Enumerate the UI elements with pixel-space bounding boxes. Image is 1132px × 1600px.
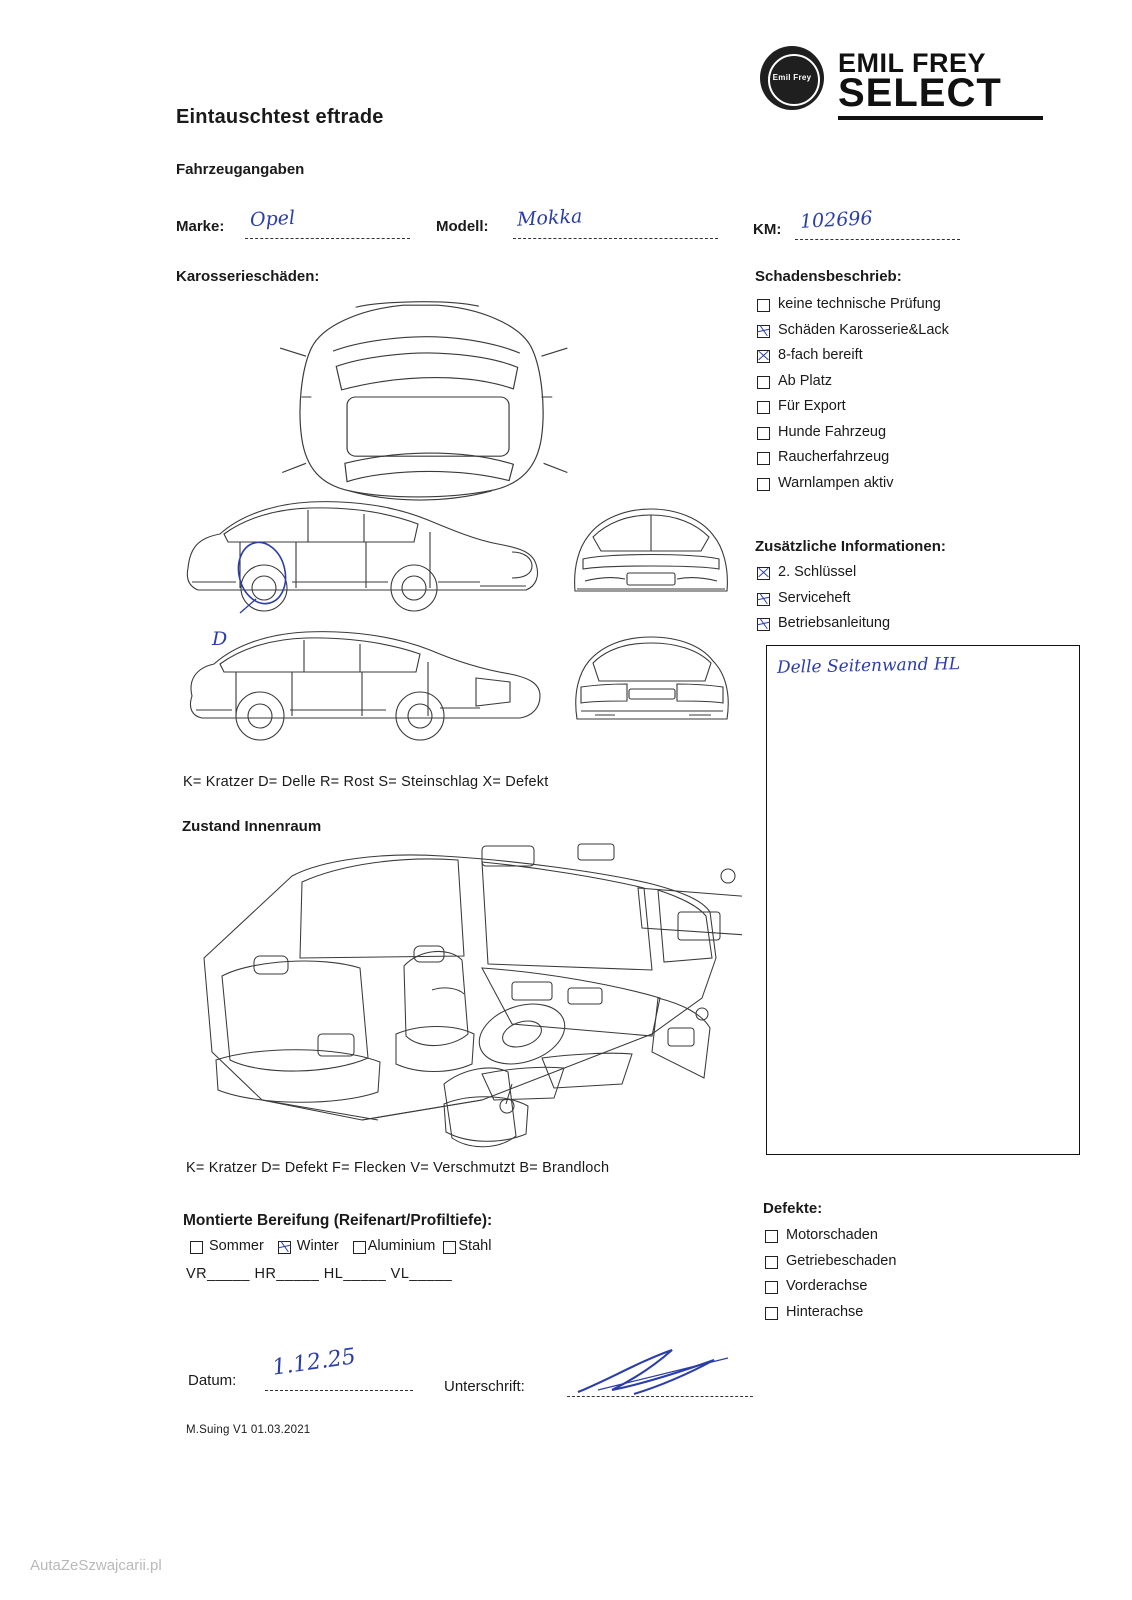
signature-mark[interactable]	[568, 1340, 748, 1402]
tire-option-stahl[interactable]	[443, 1238, 491, 1254]
tire-type-options[interactable]	[190, 1238, 505, 1254]
watermark: AutaZeSzwajcarii.pl	[30, 1557, 162, 1574]
km-value[interactable]: 102696	[799, 207, 874, 233]
additional-info-list[interactable]	[757, 564, 890, 641]
damage-desc-item-4-label: Für Export	[778, 398, 846, 414]
section-vehicle-data-label: Fahrzeugangaben	[176, 161, 305, 178]
defect-item-2[interactable]	[765, 1278, 896, 1297]
damage-desc-item-6[interactable]	[757, 449, 949, 468]
checkbox-ab-platz-icon[interactable]	[757, 376, 770, 389]
tire-option-sommer[interactable]	[190, 1238, 264, 1254]
checkbox-motorschaden-icon[interactable]	[765, 1230, 778, 1243]
logo-underline	[838, 116, 1043, 120]
defect-item-1-label: Getriebeschaden	[786, 1252, 897, 1269]
section-interior-label: Zustand Innenraum	[182, 818, 322, 835]
tire-option-stahl-label: Stahl	[458, 1238, 492, 1254]
checkbox-serviceheft-icon[interactable]	[757, 593, 770, 606]
datum-field-line	[265, 1390, 413, 1391]
damage-desc-item-1[interactable]	[757, 322, 949, 341]
car-front-view	[575, 509, 728, 591]
emil-frey-badge-icon	[760, 46, 824, 110]
notes-textarea[interactable]	[766, 645, 1080, 1155]
additional-info-item-0[interactable]	[757, 564, 890, 583]
unterschrift-label: Unterschrift:	[444, 1378, 525, 1395]
damage-desc-item-1-label: Schäden Karosserie&Lack	[778, 321, 949, 338]
tire-positions-line[interactable]: VR_____ HR_____ HL_____ VL_____	[186, 1266, 453, 1282]
car-top-view	[280, 302, 567, 500]
damage-desc-item-7[interactable]	[757, 475, 949, 494]
damage-desc-item-6-label: Raucherfahrzeug	[778, 449, 890, 465]
checkbox-winter-icon[interactable]	[278, 1241, 291, 1254]
defect-item-0[interactable]	[765, 1227, 896, 1246]
damage-desc-item-4[interactable]	[757, 398, 949, 417]
car-damage-diagram[interactable]	[170, 290, 730, 760]
additional-info-item-1-label: Serviceheft	[778, 589, 851, 606]
checkbox-betriebsanleitung-icon[interactable]	[757, 618, 770, 631]
car-rear-view	[576, 637, 728, 719]
damage-desc-item-7-label: Warnlampen aktiv	[778, 474, 894, 491]
datum-label: Datum:	[188, 1372, 237, 1389]
defect-item-2-label: Vorderachse	[786, 1278, 868, 1294]
tire-option-sommer-label: Sommer	[209, 1238, 264, 1254]
form-version-note: M.Suing V1 01.03.2021	[186, 1424, 311, 1436]
checkbox-vorderachse-icon[interactable]	[765, 1281, 778, 1294]
checkbox-aluminium-icon[interactable]	[353, 1241, 366, 1254]
checkbox-hunde-fahrzeug-icon[interactable]	[757, 427, 770, 440]
damage-desc-item-2[interactable]	[757, 347, 949, 366]
checkbox-2-schluessel-icon[interactable]	[757, 567, 770, 580]
additional-info-item-2-label: Betriebsanleitung	[778, 615, 891, 631]
defect-item-3[interactable]	[765, 1304, 896, 1323]
company-logo	[760, 42, 1040, 114]
damage-desc-item-3[interactable]	[757, 373, 949, 392]
body-damage-legend: K= Kratzer D= Delle R= Rost S= Steinschlag X= Defekt	[183, 774, 549, 790]
additional-info-item-2[interactable]	[757, 615, 890, 634]
km-field-line	[795, 239, 960, 240]
checkbox-hinterachse-icon[interactable]	[765, 1307, 778, 1320]
checkbox-warnlampen-aktiv-icon[interactable]	[757, 478, 770, 491]
damage-desc-item-5-label: Hunde Fahrzeug	[778, 423, 887, 440]
km-label: KM:	[753, 221, 782, 238]
section-body-damage-label: Karosserieschäden:	[176, 268, 320, 285]
section-damage-desc-label: Schadensbeschrieb:	[755, 268, 902, 285]
damage-desc-item-0[interactable]	[757, 296, 949, 315]
interior-legend: K= Kratzer D= Defekt F= Flecken V= Verschmutzt B= Brandloch	[186, 1160, 610, 1176]
additional-info-item-0-label: 2. Schlüssel	[778, 564, 857, 580]
damage-desc-list[interactable]	[757, 296, 949, 500]
damage-desc-item-3-label: Ab Platz	[778, 372, 832, 389]
marke-field-line	[245, 238, 410, 239]
checkbox-keine-technische-pruefung-icon[interactable]	[757, 299, 770, 312]
checkbox-fuer-export-icon[interactable]	[757, 401, 770, 414]
interior-diagram[interactable]	[182, 838, 742, 1148]
badge-label: Emil Frey	[772, 73, 812, 82]
modell-field-line	[513, 238, 718, 239]
tire-option-winter-label: Winter	[296, 1238, 339, 1254]
marke-value[interactable]: Opel	[249, 206, 296, 232]
checkbox-stahl-icon[interactable]	[443, 1241, 456, 1254]
tire-option-aluminium-label: Aluminium	[367, 1238, 436, 1254]
defect-item-0-label: Motorschaden	[786, 1227, 878, 1243]
damage-desc-item-5[interactable]	[757, 424, 949, 443]
section-additional-info-label: Zusätzliche Informationen:	[755, 538, 946, 555]
checkbox-8-fach-bereift-icon[interactable]	[757, 350, 770, 363]
notes-value: Delle Seitenwand HL	[776, 654, 961, 678]
damage-code-annotation: D	[212, 628, 228, 650]
checkbox-schaeden-karosserie-lack-icon[interactable]	[757, 325, 770, 338]
datum-value[interactable]: 1.12.25	[270, 1344, 358, 1381]
tire-option-winter[interactable]	[278, 1238, 339, 1254]
marke-label: Marke:	[176, 218, 225, 235]
damage-marking-delle	[230, 535, 310, 645]
defect-item-3-label: Hinterachse	[786, 1303, 864, 1320]
modell-label: Modell:	[436, 218, 489, 235]
logo-line-2: SELECT	[838, 71, 1002, 115]
checkbox-getriebeschaden-icon[interactable]	[765, 1256, 778, 1269]
defect-item-1[interactable]	[765, 1253, 896, 1272]
section-defects-label: Defekte:	[763, 1200, 823, 1217]
defects-list[interactable]	[765, 1227, 896, 1329]
modell-value[interactable]: Mokka	[516, 205, 583, 231]
logo-line-1: EMIL FREY	[838, 48, 987, 78]
damage-desc-item-2-label: 8-fach bereift	[778, 347, 863, 363]
checkbox-raucherfahrzeug-icon[interactable]	[757, 452, 770, 465]
damage-desc-item-0-label: keine technische Prüfung	[778, 296, 941, 312]
page-title: Eintauschtest eftrade	[176, 106, 384, 128]
additional-info-item-1[interactable]	[757, 590, 890, 609]
checkbox-sommer-icon[interactable]	[190, 1241, 203, 1254]
tire-option-aluminium[interactable]	[353, 1238, 436, 1254]
section-tires-label: Montierte Bereifung (Reifenart/Profiltiefe):	[183, 1212, 493, 1229]
car-side-view-right	[190, 632, 540, 740]
